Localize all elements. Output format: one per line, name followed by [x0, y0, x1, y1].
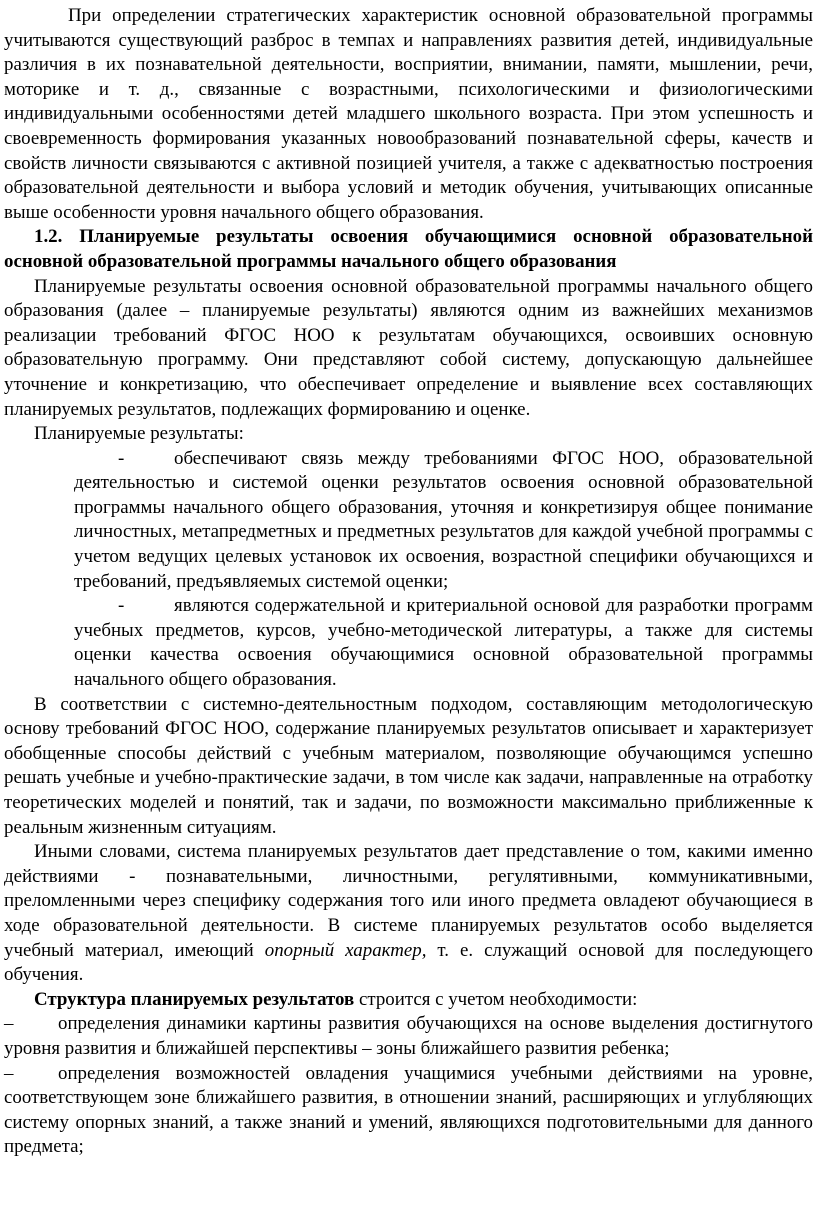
list-marker: –: [4, 1062, 14, 1084]
list-marker: –: [4, 1013, 14, 1035]
paragraph-planned-results-intro: Планируемые результаты освоения основной образовательной программы начального общего образования (далее – планируемые результаты) являются одним из важнейших механизмов реализации требований ФГОС НОО к результатам обучающихся, освоивших основную образовательную программу. Они представляют собой систему, допускающую дальнейшее уточнение и конкретизацию, что обеспечивает определение и выявление всех составляющих планируемых результатов, подлежащих формированию и оценке.: [4, 275, 813, 420]
list-marker: -: [118, 447, 125, 469]
paragraph-structure: [4, 988, 813, 1013]
paragraph-planned-results-label: Планируемые результаты:: [34, 423, 244, 445]
paragraph-in-other-words: [4, 840, 813, 988]
list-item-text: определения возможностей овладения учащимися учебными действиями на уровне, соответствующем зоне ближайшего развития, в отношении знаний, расширяющих и углубляющих систему опорных знаний, а также знаний и умений, являющихся подготовительными для данного предмета;: [4, 1062, 813, 1158]
section-heading: 1.2. Планируемые результаты освоения обучающимися основной образовательной основной образовательной программы начального общего образования: [4, 226, 813, 272]
structure-list: [4, 1012, 813, 1160]
list-marker: -: [118, 595, 125, 617]
planned-results-list: [4, 447, 813, 693]
structure-rest: строится с учетом необходимости:: [354, 988, 638, 1010]
list-item: [74, 447, 813, 595]
list-item-text: определения динамики картины развития обучающихся на основе выделения достигнутого уровня развития и ближайшей перспективы – зоны ближайшего развития ребенка;: [4, 1013, 813, 1059]
list-item-text: обеспечивают связь между требованиями ФГОС НОО, образовательной деятельностью и системой оценки результатов освоения основной образовательной программы начального общего образования, уточняя и конкретизируя общее понимание личностных, метапредметных и предметных результатов для каждой учебной программы с учетом ведущих целевых установок их освоения, возрастной специфики обучающихся и требований, предъявляемых системой оценки;: [74, 447, 813, 592]
list-item: [4, 1062, 813, 1160]
paragraph-system-activity-approach: В соответствии с системно-деятельностным подходом, составляющим методологическую основу требований ФГОС НОО, содержание планируемых результатов описывает и характеризует обобщенные способы действий с учебным материалом, позволяющие обучающимся успешно решать учебные и учебно-практические задачи, в том числе как задачи, направленные на отработку теоретических моделей и понятий, так и задачи, по возможности максимально приближенные к реальным жизненным ситуациям.: [4, 693, 813, 838]
list-item-text: являются содержательной и критериальной основой для разработки программ учебных предметов, курсов, учебно-методической литературы, а также для системы оценки качества освоения обучающимися основной образовательной программы начального общего образования.: [74, 595, 813, 691]
list-item: [74, 594, 813, 692]
structure-bold-phrase: Структура планируемых результатов: [34, 988, 355, 1010]
paragraph-text-start: Иными словами, система планируемых результатов дает представление о том, какими именно действиями - познавательными, личностными, регулятивными, коммуникативными, преломленными через специфику содержания того или иного предмета овладеют обучающиеся в ходе образовательной деятельности. В системе планируемых результатов особо выделяется учебный материал, имеющий: [4, 841, 813, 961]
paragraph-italic-phrase: опорный характер,: [264, 939, 427, 961]
paragraph-text-end: т. е. служащий основой для последующего обучения.: [4, 939, 813, 986]
paragraph-strategic-characteristics: При определении стратегических характеристик основной образовательной программы учитываются существующий разброс в темпах и направлениях развития детей, индивидуальные различия в их познавательной деятельности, восприятии, внимании, памяти, мышлении, речи, моторике и т. д., связанные с возрастными, психологическими и физиологическими индивидуальными особенностями детей младшего школьного возраста. При этом успешность и своевременность формирования указанных новообразований познавательной сферы, качеств и свойств личности связываются с активной позицией учителя, а также с адекватностью построения образовательной деятельности и выбора условий и методик обучения, учитывающих описанные выше особенности уровня начального общего образования.: [4, 5, 813, 223]
list-item: [4, 1012, 813, 1061]
